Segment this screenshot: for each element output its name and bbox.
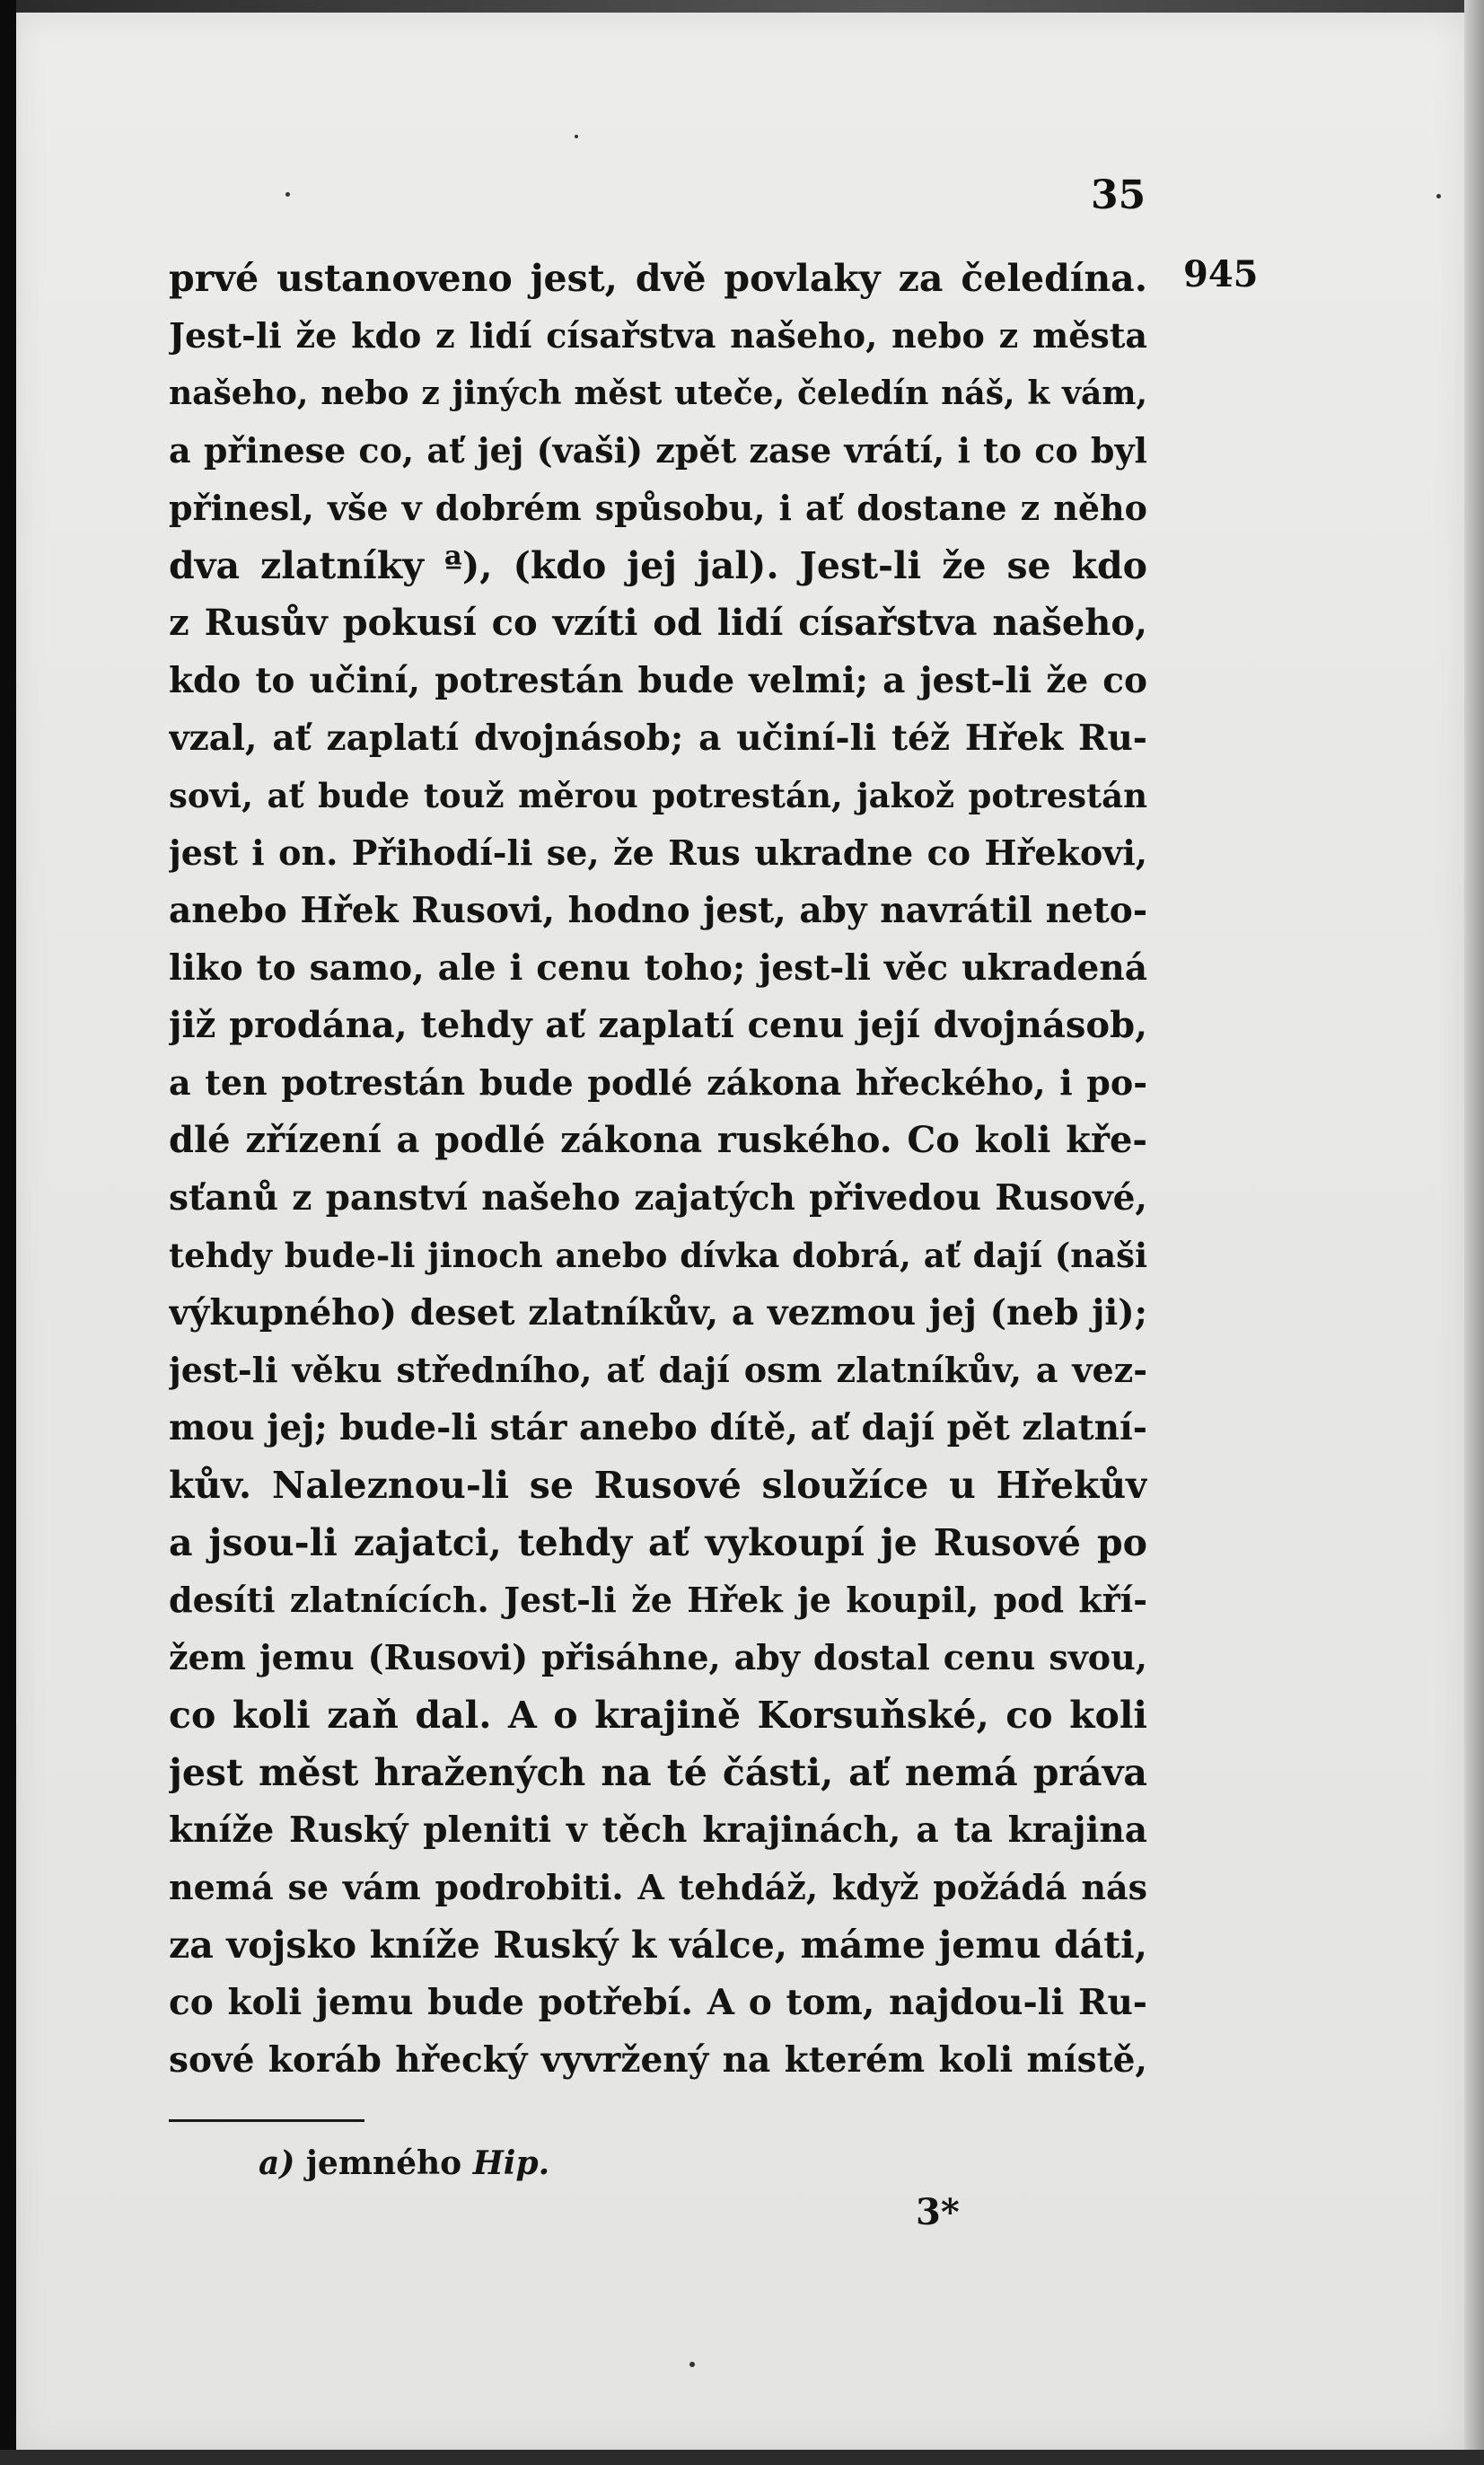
text-line: jest i on. Přihodí-li se, že Rus ukradne co Hřekovi,: [169, 832, 1147, 873]
text-line: kův. Naleznou-li se Rusové sloužíce u Hřekův: [169, 1464, 1147, 1507]
signature-mark: 3*: [916, 2191, 960, 2233]
text-line: nemá se vám podrobiti. A tehdáž, když požádá nás: [169, 1867, 1147, 1907]
body-text: [169, 250, 1147, 2089]
text-line: přinesl, vše v dobrém spůsobu, i ať dostane z něho: [169, 488, 1147, 528]
scan-left-edge: [0, 0, 16, 2465]
text-line: Jest-li že kdo z lidí císařstva našeho, nebo z města: [169, 315, 1147, 356]
text-line: tehdy bude-li jinoch anebo dívka dobrá, ať dají (naši: [169, 1236, 1147, 1275]
scan-speck: [1436, 194, 1441, 198]
text-line: kdo to učiní, potrestán bude velmi; a jest-li že co: [169, 660, 1147, 701]
text-line: vzal, ať zaplatí dvojnásob; a učiní-li též Hřek Ru-: [169, 717, 1147, 759]
text-line: liko to samo, ale i cenu toho; jest-li věc ukradená: [169, 947, 1147, 989]
scan-top-edge: [0, 0, 1484, 13]
text-line: za vojsko kníže Ruský k válce, máme jemu dáti,: [169, 1924, 1147, 1967]
text-line: jest-li věku středního, ať dají osm zlatníkův, a vez-: [169, 1350, 1147, 1390]
footnote-source: Hip.: [472, 2144, 550, 2182]
text-line: co koli zaň dal. A o krajině Korsuňské, co koli: [169, 1694, 1147, 1737]
scan-speck: [575, 135, 578, 138]
text-line: výkupného) deset zlatníkův, a vezmou jej (neb ji);: [169, 1292, 1147, 1334]
margin-line-number: 945: [1183, 253, 1259, 295]
text-line: našeho, nebo z jiných měst uteče, čeledín náš, k vám,: [169, 374, 1147, 412]
text-line: mou jej; bude-li stár anebo dítě, ať dají pět zlatní-: [169, 1407, 1147, 1448]
text-line: sové koráb hřecký vyvržený na kterém koli místě,: [169, 2039, 1147, 2081]
text-line: dlé zřízení a podlé zákona ruského. Co koli kře-: [169, 1119, 1147, 1161]
text-line: kníže Ruský pleniti v těch krajinách, a ta krajina: [169, 1809, 1147, 1851]
text-line: již prodána, tehdy ať zaplatí cenu její dvojnásob,: [169, 1004, 1147, 1046]
footnote-mark: a): [259, 2144, 295, 2182]
footnote: [259, 2144, 549, 2182]
scan-speck: [285, 192, 290, 197]
scan-bottom-edge: [0, 2450, 1484, 2465]
page-number: 35: [1091, 172, 1146, 218]
footnote-text: jemného: [305, 2144, 462, 2182]
text-line: sovi, ať bude touž měrou potrestán, jakož potrestán: [169, 776, 1147, 815]
text-line: sťanů z panství našeho zajatých přivedou Rusové,: [169, 1177, 1147, 1219]
footnote-rule: [169, 2119, 364, 2122]
text-line: desíti zlatnících. Jest-li že Hřek je koupil, pod kří-: [169, 1580, 1147, 1620]
text-line: žem jemu (Rusovi) přisáhne, aby dostal cenu svou,: [169, 1637, 1147, 1677]
text-line: a přinese co, ať jej (vaši) zpět zase vrátí, i to co byl: [169, 430, 1147, 471]
scan-right-edge: [1464, 0, 1484, 2465]
scan-speck: [689, 2362, 695, 2367]
text-line: z Rusův pokusí co vzíti od lidí císařstva našeho,: [169, 602, 1147, 644]
text-line: anebo Hřek Rusovi, hodno jest, aby navrátil neto-: [169, 890, 1147, 931]
text-line: a jsou-li zajatci, tehdy ať vykoupí je Rusové po: [169, 1521, 1147, 1564]
text-line: jest měst hražených na té části, ať nemá práva: [169, 1751, 1147, 1794]
text-line: dva zlatníky ª), (kdo jej jal). Jest-li že se kdo: [169, 544, 1147, 587]
text-line: a ten potrestán bude podlé zákona hřeckého, i po-: [169, 1062, 1147, 1103]
text-line: prvé ustanoveno jest, dvě povlaky za čeledína.: [169, 257, 1147, 300]
text-line: co koli jemu bude potřebí. A o tom, najdou-li Ru-: [169, 1982, 1147, 2023]
